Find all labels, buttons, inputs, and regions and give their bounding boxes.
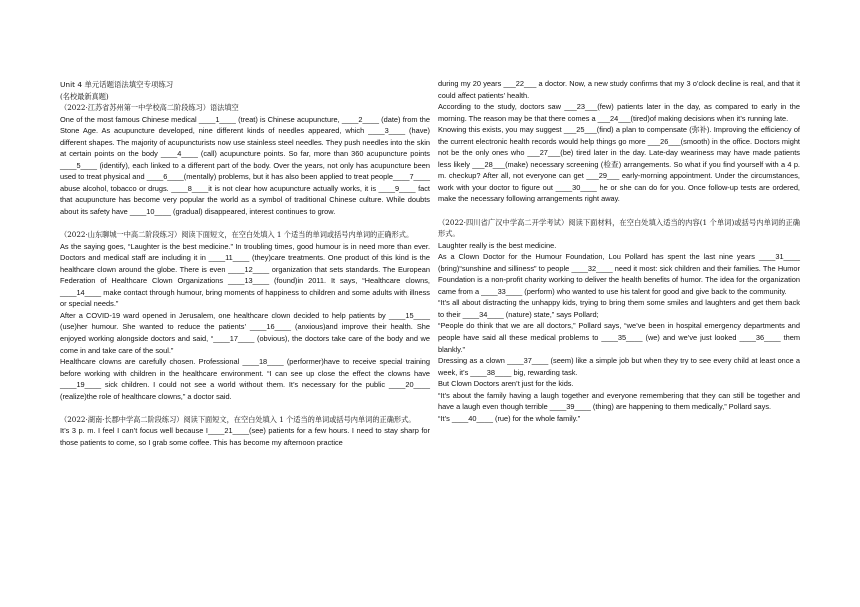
- passage-4-paragraph-2: “It’s all about distracting the unhappy kids, trying to bring them some smiles and laughters and get them back to their ____34____ (nature) state,” says Pollard;: [438, 298, 800, 319]
- passage-3-paragraph-3: Knowing this exists, you may suggest ___25___(find) a plan to compensate (弥补). Improving the efficiency of the current electronic health records would help things go more ___26___(smooth) in the office. Doctors might not be the only ones who ___27___(be) tired later in the day. Late-day weariness may have made patients less likely ___28___(make) necessary screening (检查) arrangements. So what if you find yourself with a 4 p. m. checkup? After all, not everyone can get ___29___ early-morning appointment. Under the circumstances, work with your doctor to figure out ____30____ he or she can do for you. Once follow-up tests are ordered, make the necessary following arrangements right away.: [438, 125, 800, 204]
- passage-4-paragraph-7: “It’s ____40____ (rue) for the whole family.”: [438, 413, 581, 423]
- passage-1-body: One of the most famous Chinese medical ____1____ (treat) is Chinese acupuncture, ____2____ (date) from the Stone Age. As acupuncture developed, nine different kinds of needles appeared, which ____3____ (have) different shapes. The majority of acupuncturists now use stainless steel needles. They push needles into the skin at certain points on the body ____4____ (call) acupuncture points. So far, more than 360 acupuncture points ____5____ (identify), each linked to a different part of the body. Over the years, not only has acupuncture been used to treat physical and ____6____(mentally) problems, but it has also been applied to treat people____7____ abuse alcohol, tobacco or drugs. ____8____it is not clear how acupuncture actually works, it is ____9____ fact that acupuncture has become very popular the world as a symbol of traditional Chinese culture. While doubts about its safety have ____10____ (gradual) disappeared, interest continues to grow.: [60, 114, 430, 217]
- passage-3-paragraph-1-cont: during my 20 years ___22___ a doctor. Now, a new study confirms that my 3 o’clock decline is real, and that it could affect patients’ health.: [438, 79, 800, 100]
- passage-2-paragraph-2: After a COVID-19 ward opened in Jerusalem, one healthcare clown decided to help patients by ____15____ (use)her humour. She wanted to reduce the patients’ ____16____ (anxious)and improve their health. She enjoyed working alongside doctors and said, “____17____ (obvious), the doctors take care of the body and we come in and take care of the soul.”: [60, 310, 430, 355]
- passage-2-paragraph-1: As the saying goes, “Laughter is the best medicine.” In troubling times, good humour is in need more than ever. Doctors and medical staff are including it in ____11____ (they)care treatments. One product of this kind is the healthcare clown around the globe. There is even ____12____ organization that sets standards. The European Federation of Healthcare Clown Organizations ____13____ (found)in 2011. It says, “Healthcare clowns, ____14____ make contact through humour, bring moments of happiness to children and some adults with illness or special needs.”: [60, 241, 430, 309]
- left-column: [60, 79, 430, 448]
- passage-2-source: （2022·山东聊城一中高二阶段练习）阅读下面短文，在空白处填入 1 个适当的单词或括号内单词的正确形式。: [60, 230, 414, 240]
- right-column: [438, 78, 800, 424]
- passage-4-paragraph-6: “It’s about the family having a laugh together and everyone remembering that they can still be together and have a laugh even though terrible ____39____ (thing) are happening to them medically,” Pollard says.: [438, 390, 800, 412]
- passage-3-paragraph-2: According to the study, doctors saw ___23___(few) patients later in the day, as compared to early in the morning. The reason may be that there comes a ___24___(tired)of making decisions when it’s running late.: [438, 102, 800, 123]
- passage-4-source: （2022·四川省广汉中学高二开学考试）阅读下面材料，在空白处填入适当的内容(1 个单词)或括号内单词的正确形式。: [438, 217, 800, 239]
- passage-4-paragraph-1: As a Clown Doctor for the Humour Foundation, Lou Pollard has spent the last nine years ____31____ (bring)“sunshine and silliness” to people ____32____ need it most: sick children and their families. The Humor Foundation is a non-profit charity working to deliver the health benefits of humor. The idea for the organization came from a ____33____ (perform) who wanted to use his talent for good and give back to the community.: [438, 252, 800, 296]
- passage-2-paragraph-3: Healthcare clowns are carefully chosen. Professional ____18____ (performer)have to receive special training before working with children in the healthcare environment. “I can see up close the effect the clowns have ____19____ sick children. I could not see a world without them. It’s necessary for the public ____20____ (realize)the role of healthcare clowns,” a doctor said.: [60, 357, 430, 401]
- passage-4-title: Laughter really is the best medicine.: [438, 240, 557, 250]
- passage-3-source: （2022·湖南·长郡中学高二阶段练习）阅读下面短文，在空白处填入 1 个适当的单词或括号内单词的正确形式。: [60, 414, 416, 424]
- worksheet-title: Unit 4 单元话题语法填空专项练习: [60, 80, 174, 89]
- worksheet-subtitle: (名校最新真题): [60, 91, 109, 101]
- passage-3-paragraph-1: It’s 3 p. m. I feel I can’t focus well because I____21____(see) patients for a few hours. I need to stay sharp for those patients to come, so I grab some coffee. This has become my afternoon practice: [60, 426, 430, 447]
- passage-1-source: （2022·江苏省苏州第一中学校高二阶段练习）语法填空: [60, 103, 239, 113]
- passage-4-paragraph-3: “People do think that we are all doctors,” Pollard says, “we’ve been in hospital emergency departments and people have said all these medical problems to ____35____ (we) and we’ve just looked ____36____ them blankly.”: [438, 321, 800, 354]
- passage-4-paragraph-5: But Clown Doctors aren’t just for the kids.: [438, 379, 574, 389]
- passage-4-paragraph-4: Dressing as a clown ____37____ (seem) like a simple job but when they try to see every child at least once a week, it’s ____38____ big, rewarding task.: [438, 356, 800, 377]
